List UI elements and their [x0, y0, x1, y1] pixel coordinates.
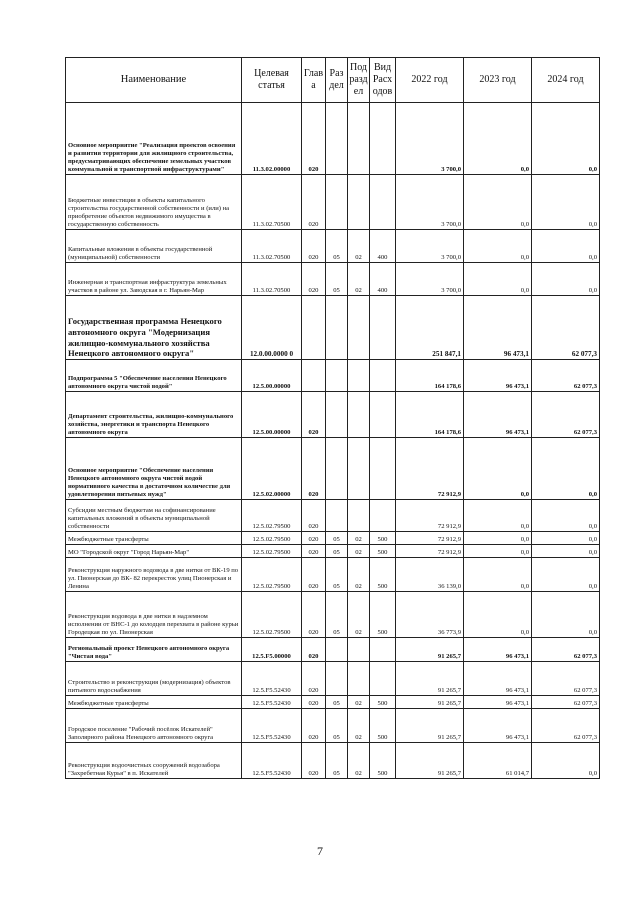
cell-chapter: 020 — [302, 558, 326, 592]
cell-2023: 96 473,1 — [464, 696, 532, 709]
cell-chapter: 020 — [302, 638, 326, 662]
cell-target: 11.3.02.70500 — [242, 263, 302, 296]
cell-2022: 36 139,0 — [396, 558, 464, 592]
cell-2024: 0,0 — [532, 558, 600, 592]
cell-chapter: 020 — [302, 662, 326, 696]
cell-chapter: 020 — [302, 532, 326, 545]
cell-2022: 91 265,7 — [396, 696, 464, 709]
cell-2022: 91 265,7 — [396, 638, 464, 662]
budget-table — [65, 57, 600, 779]
cell-subsection — [348, 438, 370, 500]
cell-2024: 62 077,3 — [532, 662, 600, 696]
cell-chapter: 020 — [302, 696, 326, 709]
cell-2022: 72 912,9 — [396, 545, 464, 558]
cell-target: 12.5.F5.52430 — [242, 743, 302, 779]
cell-expense-type — [370, 175, 396, 230]
cell-2024: 0,0 — [532, 263, 600, 296]
cell-target: 12.5.02.79500 — [242, 592, 302, 638]
table-row — [66, 662, 600, 696]
cell-2023: 0,0 — [464, 230, 532, 263]
cell-subsection: 02 — [348, 263, 370, 296]
cell-subsection: 02 — [348, 743, 370, 779]
cell-2024: 0,0 — [532, 532, 600, 545]
cell-subsection: 02 — [348, 545, 370, 558]
table-row — [66, 296, 600, 360]
cell-expense-type: 500 — [370, 532, 396, 545]
cell-section — [326, 103, 348, 175]
cell-chapter: 020 — [302, 743, 326, 779]
cell-2024: 0,0 — [532, 103, 600, 175]
cell-name: МО "Городской округ "Город Нарьян-Мар" — [66, 545, 242, 558]
cell-subsection — [348, 296, 370, 360]
cell-target: 12.5.02.79500 — [242, 545, 302, 558]
cell-2023: 96 473,1 — [464, 638, 532, 662]
cell-subsection: 02 — [348, 592, 370, 638]
cell-chapter: 020 — [302, 392, 326, 438]
cell-2023: 0,0 — [464, 175, 532, 230]
table-row — [66, 360, 600, 392]
cell-expense-type — [370, 103, 396, 175]
cell-section — [326, 638, 348, 662]
table-row — [66, 558, 600, 592]
cell-target: 12.5.F5.52430 — [242, 662, 302, 696]
cell-2023: 0,0 — [464, 263, 532, 296]
cell-2022: 3 700,0 — [396, 175, 464, 230]
cell-subsection — [348, 662, 370, 696]
table-row — [66, 532, 600, 545]
col-header-2022: 2022 год — [396, 58, 464, 103]
cell-name: Капитальные вложения в объекты государственной (муниципальной) собственности — [66, 230, 242, 263]
cell-2024: 62 077,3 — [532, 392, 600, 438]
cell-2024: 0,0 — [532, 545, 600, 558]
cell-target: 12.5.00.00000 — [242, 392, 302, 438]
cell-section — [326, 662, 348, 696]
cell-2023: 0,0 — [464, 592, 532, 638]
table-row — [66, 696, 600, 709]
cell-chapter: 020 — [302, 263, 326, 296]
cell-target: 12.5.00.00000 — [242, 360, 302, 392]
cell-target: 12.5.02.79500 — [242, 558, 302, 592]
cell-2022: 91 265,7 — [396, 743, 464, 779]
cell-2023: 96 473,1 — [464, 360, 532, 392]
col-header-name: Наименование — [66, 58, 242, 103]
cell-name: Бюджетные инвестиции в объекты капитального строительства государственной собственности и (или) на приобретение объектов недвижимого имущества в государственную собственность — [66, 175, 242, 230]
col-header-2023: 2023 год — [464, 58, 532, 103]
cell-name: Строительство и реконструкция (модернизация) объектов питьевого водоснабжения — [66, 662, 242, 696]
cell-expense-type — [370, 500, 396, 532]
cell-name: Межбюджетные трансферты — [66, 696, 242, 709]
cell-2022: 91 265,7 — [396, 709, 464, 743]
col-header-expense-type: Вид Расх одов — [370, 58, 396, 103]
cell-subsection: 02 — [348, 709, 370, 743]
cell-expense-type: 500 — [370, 696, 396, 709]
cell-section: 05 — [326, 592, 348, 638]
cell-2024: 0,0 — [532, 438, 600, 500]
cell-subsection — [348, 103, 370, 175]
cell-target: 12.5.F5.00000 — [242, 638, 302, 662]
cell-expense-type: 500 — [370, 743, 396, 779]
cell-2024: 0,0 — [532, 500, 600, 532]
cell-2024: 62 077,3 — [532, 709, 600, 743]
cell-section — [326, 438, 348, 500]
cell-target: 12.5.F5.52430 — [242, 709, 302, 743]
cell-2023: 0,0 — [464, 500, 532, 532]
cell-section — [326, 360, 348, 392]
cell-expense-type: 400 — [370, 263, 396, 296]
table-row — [66, 175, 600, 230]
budget-table-container — [65, 57, 599, 779]
table-row — [66, 263, 600, 296]
header-row — [66, 58, 600, 103]
cell-expense-type: 500 — [370, 592, 396, 638]
cell-expense-type — [370, 662, 396, 696]
cell-target: 12.5.F5.52430 — [242, 696, 302, 709]
cell-chapter: 020 — [302, 592, 326, 638]
cell-subsection: 02 — [348, 532, 370, 545]
cell-chapter: 020 — [302, 230, 326, 263]
table-row — [66, 545, 600, 558]
cell-target: 12.5.02.79500 — [242, 500, 302, 532]
cell-section: 05 — [326, 558, 348, 592]
cell-2024: 62 077,3 — [532, 296, 600, 360]
cell-expense-type — [370, 392, 396, 438]
cell-expense-type — [370, 296, 396, 360]
cell-subsection — [348, 392, 370, 438]
cell-2022: 251 847,1 — [396, 296, 464, 360]
cell-chapter — [302, 296, 326, 360]
cell-2023: 0,0 — [464, 558, 532, 592]
cell-target: 11.3.02.70500 — [242, 175, 302, 230]
cell-2023: 96 473,1 — [464, 662, 532, 696]
cell-subsection: 02 — [348, 558, 370, 592]
cell-target: 12.5.02.00000 — [242, 438, 302, 500]
cell-target: 12.5.02.79500 — [242, 532, 302, 545]
table-row — [66, 230, 600, 263]
cell-subsection: 02 — [348, 230, 370, 263]
cell-chapter: 020 — [302, 438, 326, 500]
col-header-target: Целевая статья — [242, 58, 302, 103]
table-body — [66, 103, 600, 779]
cell-name: Городское поселение "Рабочий посёлок Искателей" Заполярного района Ненецкого автономного округа — [66, 709, 242, 743]
cell-expense-type: 500 — [370, 558, 396, 592]
cell-expense-type: 500 — [370, 709, 396, 743]
cell-chapter: 020 — [302, 709, 326, 743]
cell-section — [326, 392, 348, 438]
cell-subsection: 02 — [348, 696, 370, 709]
col-header-2024: 2024 год — [532, 58, 600, 103]
cell-target: 11.3.02.70500 — [242, 230, 302, 263]
cell-name: Подпрограмма 5 "Обеспечение населения Ненецкого автономного округа чистой водой" — [66, 360, 242, 392]
cell-section — [326, 500, 348, 532]
cell-2024: 62 077,3 — [532, 360, 600, 392]
cell-section: 05 — [326, 545, 348, 558]
cell-name: Реконструкция наружного водовода в две нитки от ВК-19 по ул. Пионерская до ВК- 82 перекресток улиц Пионерская и Ленина — [66, 558, 242, 592]
cell-section: 05 — [326, 696, 348, 709]
table-row — [66, 103, 600, 175]
cell-chapter: 020 — [302, 103, 326, 175]
table-row — [66, 592, 600, 638]
cell-2022: 164 178,6 — [396, 360, 464, 392]
table-row — [66, 743, 600, 779]
cell-expense-type: 500 — [370, 545, 396, 558]
cell-target: 12.0.00.0000 0 — [242, 296, 302, 360]
cell-section: 05 — [326, 230, 348, 263]
cell-2024: 62 077,3 — [532, 638, 600, 662]
cell-subsection — [348, 360, 370, 392]
cell-section: 05 — [326, 743, 348, 779]
cell-2022: 72 912,9 — [396, 438, 464, 500]
cell-name: Субсидии местным бюджетам на софинансирование капитальных вложений в объекты муниципальной собственности — [66, 500, 242, 532]
table-row — [66, 638, 600, 662]
cell-2023: 96 473,1 — [464, 392, 532, 438]
cell-2024: 0,0 — [532, 743, 600, 779]
cell-expense-type — [370, 638, 396, 662]
cell-2022: 72 912,9 — [396, 532, 464, 545]
cell-name: Межбюджетные трансферты — [66, 532, 242, 545]
col-header-section: Раз дел — [326, 58, 348, 103]
cell-section: 05 — [326, 263, 348, 296]
cell-2023: 96 473,1 — [464, 296, 532, 360]
cell-2023: 61 014,7 — [464, 743, 532, 779]
cell-name: Реконструкция водовода в две нитки в надземном исполнении от ВНС-1 до колодцев перехвата в районе курьи Городецкая по ул. Пионерская — [66, 592, 242, 638]
table-row — [66, 709, 600, 743]
cell-subsection — [348, 500, 370, 532]
col-header-subsection: Под разд ел — [348, 58, 370, 103]
cell-chapter: 020 — [302, 545, 326, 558]
cell-2023: 96 473,1 — [464, 709, 532, 743]
cell-subsection — [348, 175, 370, 230]
cell-section: 05 — [326, 709, 348, 743]
cell-chapter: 020 — [302, 175, 326, 230]
cell-2024: 62 077,3 — [532, 696, 600, 709]
table-row — [66, 438, 600, 500]
cell-2022: 3 700,0 — [396, 263, 464, 296]
cell-subsection — [348, 638, 370, 662]
page-number: 7 — [317, 844, 323, 858]
cell-name: Реконструкция водоочистных сооружений водозабора "Захребетная Курья" в п. Искателей — [66, 743, 242, 779]
cell-name: Основное мероприятие "Обеспечение населения Ненецкого автономного округа чистой водой нормативного качества в достаточном количестве для удовлетворения питьевых нужд" — [66, 438, 242, 500]
cell-2023: 0,0 — [464, 545, 532, 558]
cell-section — [326, 296, 348, 360]
cell-name: Основное мероприятие "Реализация проектов освоения и развития территории для жилищного строительства, предусматривающих обеспечение земельных участков коммунальной и транспортной инфраструктурами" — [66, 103, 242, 175]
cell-section: 05 — [326, 532, 348, 545]
cell-2022: 3 700,0 — [396, 230, 464, 263]
cell-2023: 0,0 — [464, 438, 532, 500]
cell-target: 11.3.02.00000 — [242, 103, 302, 175]
cell-2022: 91 265,7 — [396, 662, 464, 696]
cell-chapter — [302, 360, 326, 392]
cell-name: Государственная программа Ненецкого автономного округа "Модернизация жилищно-коммунального хозяйства Ненецкого автономного округа" — [66, 296, 242, 360]
cell-2024: 0,0 — [532, 592, 600, 638]
cell-section — [326, 175, 348, 230]
cell-name: Департамент строительства, жилищно-коммунального хозяйства, энергетики и транспорта Ненецкого автономного округа — [66, 392, 242, 438]
cell-name: Инженерная и транспортная инфраструктура земельных участков в районе ул. Заводская в г. Нарьян-Мар — [66, 263, 242, 296]
cell-expense-type — [370, 360, 396, 392]
cell-chapter: 020 — [302, 500, 326, 532]
cell-expense-type — [370, 438, 396, 500]
cell-2022: 3 700,0 — [396, 103, 464, 175]
cell-2024: 0,0 — [532, 175, 600, 230]
cell-2022: 36 773,9 — [396, 592, 464, 638]
table-row — [66, 392, 600, 438]
table-row — [66, 500, 600, 532]
col-header-chapter: Глав а — [302, 58, 326, 103]
cell-2022: 72 912,9 — [396, 500, 464, 532]
cell-name: Региональный проект Ненецкого автономного округа "Чистая вода" — [66, 638, 242, 662]
cell-2023: 0,0 — [464, 532, 532, 545]
cell-2024: 0,0 — [532, 230, 600, 263]
cell-2022: 164 178,6 — [396, 392, 464, 438]
cell-2023: 0,0 — [464, 103, 532, 175]
cell-expense-type: 400 — [370, 230, 396, 263]
